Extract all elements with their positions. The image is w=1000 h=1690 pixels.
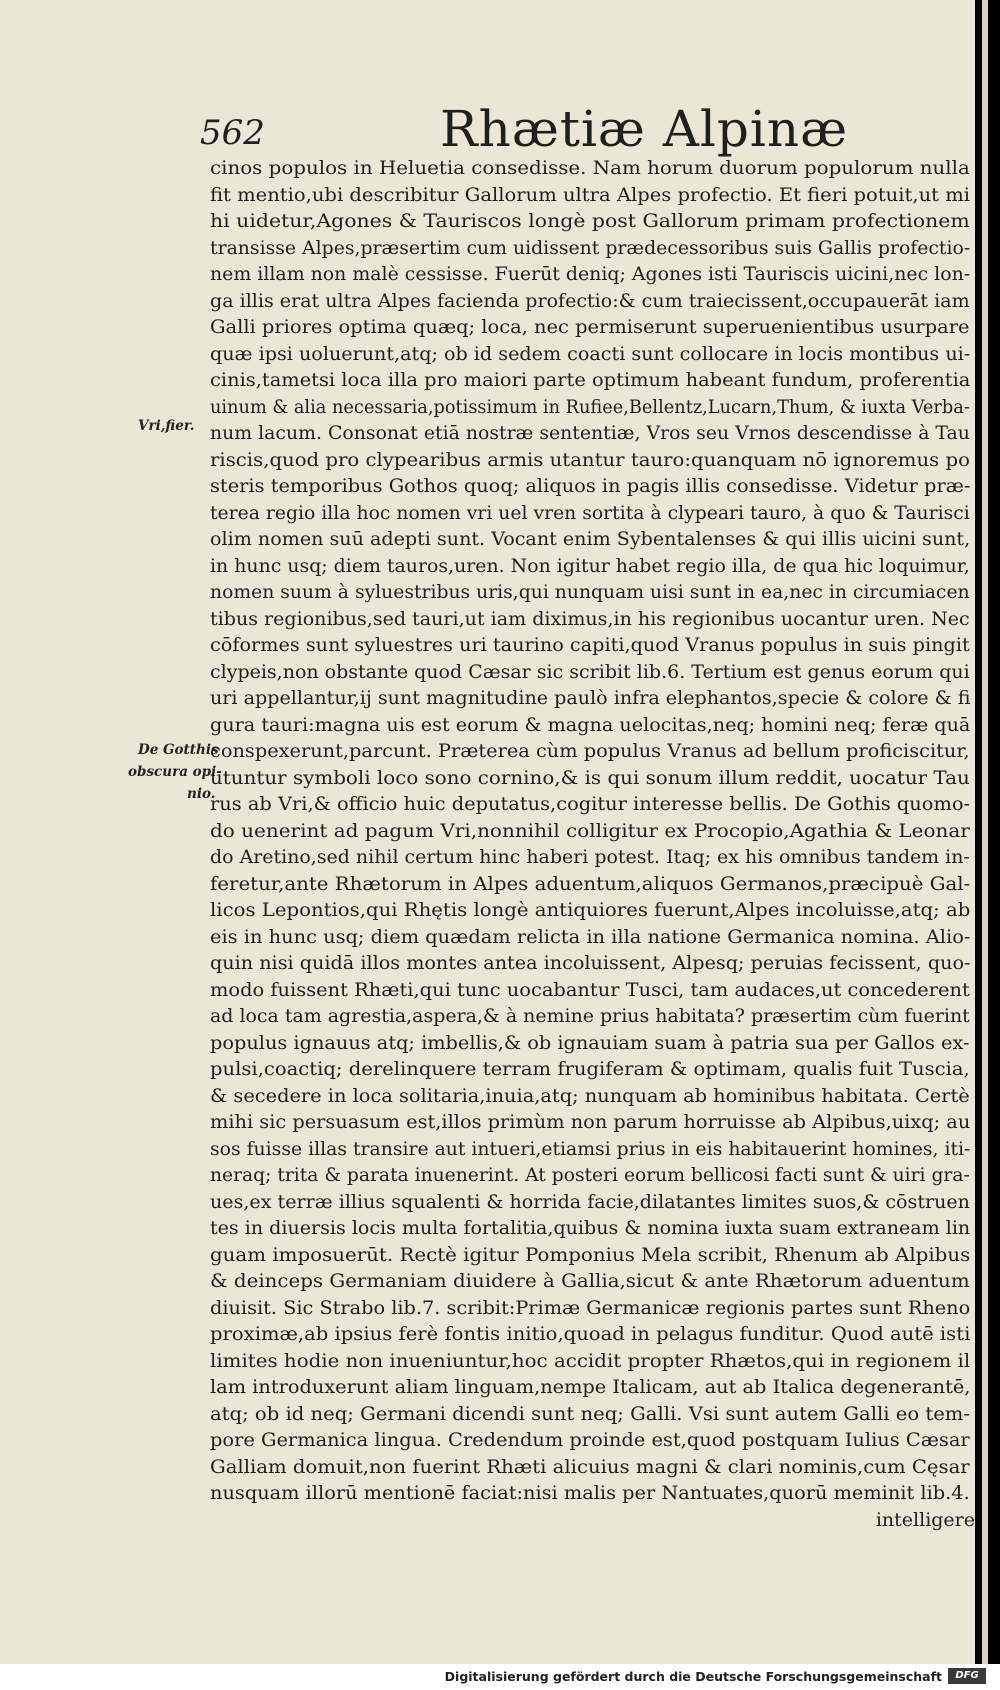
text-line: terea regio illa hoc nomen vri uel vren sortita à clypeari tauro, à quo & Taurisci <box>210 501 970 524</box>
text-line: conspexerunt,parcunt. Præterea cùm populus Vranus ad bellum proficiscitur, <box>210 740 970 762</box>
marginal-note-gotthis-3: nio. <box>187 786 216 802</box>
text-line: uinum & alia necessaria,potissimum in Rufiee,Bellentz,Lucarn,Thum, & iuxta Verba- <box>210 395 970 418</box>
text-line: quæ ipsi uoluerunt,atq; ob id sedem coacti sunt collocare in locis montibus ui- <box>210 342 971 365</box>
text-line: Galliam domuit,non fuerint Rhæti alicuius magni & clari nominis,cum Cęsar <box>210 1455 970 1478</box>
text-line: rus ab Vri,& officio huic deputatus,cogitur interesse bellis. De Gothis quomo- <box>210 793 971 815</box>
text-line: lam introduxerunt aliam linguam,nempe Italicam, aut ab Italica degenerantē, <box>210 1376 971 1398</box>
text-line: uri appellantur,ij sunt magnitudine paulò infra elephantos,specie & colore & fi <box>210 687 971 709</box>
text-line: & secedere in loca solitaria,inuia,atq; nunquam ab hominibus habitata. Certè <box>210 1084 970 1107</box>
text-line: nomen suum à syluestribus uris,qui nunquam uisi sunt in ea,nec in circumiacen <box>210 581 970 603</box>
text-line: diuisit. Sic Strabo lib.7. scribit:Primæ Germanicæ regionis partes sunt Rheno <box>210 1296 971 1319</box>
text-line: neraq; trita & parata inuenerint. At posteri eorum bellicosi facti sunt & uiri gra- <box>210 1164 970 1186</box>
text-line: mihi sic persuasum est,illos primùm non parum horruisse ab Alpibus,uixq; au <box>210 1111 971 1133</box>
text-line: in hunc usq; diem tauros,uren. Non igitur habet regio illa, de qua hic loquimur, <box>210 554 970 577</box>
text-line: ad loca tam agrestia,aspera,& à nemine prius habitata? præsertim cùm fuerint <box>210 1005 970 1027</box>
text-line: nusquam illorū mentionē faciat:nisi malis per Nantuates,quorū meminit lib.4. <box>210 1482 970 1504</box>
dfg-logo: DFG <box>948 1668 986 1684</box>
text-line: hi uidetur,Agones & Tauriscos longè post Gallorum primam profectionem <box>210 210 970 232</box>
funding-credit: Digitalisierung gefördert durch die Deutsche Forschungsgemeinschaft <box>444 1669 942 1684</box>
text-line: eis in hunc usq; diem quædam relicta in illa natione Germanica nomina. Alio- <box>210 925 971 948</box>
text-line: limites hodie non inueniuntur,hoc accidit propter Rhætos,qui in regionem il <box>210 1349 971 1372</box>
footer-bar <box>0 1664 1000 1690</box>
text-line: & deinceps Germaniam diuidere à Gallia,sicut & ante Rhætorum aduentum <box>210 1270 970 1292</box>
marginal-note-gotthis-1: De Gotthis <box>138 742 219 758</box>
text-line: atq; ob id neq; Germani dicendi sunt neq; Galli. Vsi sunt autem Galli eo tem- <box>210 1402 971 1425</box>
text-line: licos Lepontios,qui Rhętis longè antiquiores fuerunt,Alpes incoluisse,atq; ab <box>210 899 971 921</box>
text-line: clypeis,non obstante quod Cæsar sic scribit lib.6. Tertium est genus eorum qui <box>210 660 970 683</box>
running-head: Rhætiæ Alpinæ <box>440 100 849 158</box>
text-line: tes in diuersis locis multa fortalitia,quibus & nomina iuxta suam extraneam lin <box>210 1217 971 1239</box>
text-line: ues,ex terræ illius squalenti & horrida facie,dilatantes limites suos,& cōstruen <box>210 1190 970 1213</box>
text-line: do uenerint ad pagum Vri,nonnihil colligitur ex Procopio,Agathia & Leonar <box>210 819 970 842</box>
text-line: Galli priores optima quæq; loca, nec permiserunt superuenientibus usurpare <box>210 316 970 338</box>
text-line: transisse Alpes,præsertim cum uidissent prædecessoribus suis Gallis profectio- <box>210 236 971 259</box>
page-number: 562 <box>200 113 265 153</box>
text-line: steris temporibus Gothos quoq; aliquos in pagis illis consedisse. Videtur præ- <box>210 475 971 497</box>
text-line: num lacum. Consonat etiā nostræ sententiæ, Vros seu Vrnos descendisse à Tau <box>210 422 970 444</box>
catchword: intelligere <box>875 1508 975 1531</box>
next-page-edge <box>982 0 988 1664</box>
text-line: guam imposuerūt. Rectè igitur Pomponius Mela scribit, Rhenum ab Alpibus <box>210 1243 971 1266</box>
text-line: fit mentio,ubi describitur Gallorum ultra Alpes profectio. Et fieri potuit,ut mi <box>210 183 970 206</box>
text-line: feretur,ante Rhætorum in Alpes aduentum,aliquos Germanos,præcipuè Gal- <box>210 872 971 895</box>
text-line: do Aretino,sed nihil certum hinc haberi potest. Itaq; ex his omnibus tandem in- <box>210 846 970 868</box>
text-line: sos fuisse illas transire aut intueri,etiamsi prius in eis habitauerint homines, iti- <box>210 1137 971 1160</box>
text-line: cinos populos in Heluetia consedisse. Nam horum duorum populorum nulla <box>210 157 970 179</box>
text-line: populus ignauus atq; imbellis,& ob ignauiam suam à patria sua per Gallos ex- <box>210 1031 970 1054</box>
body-text <box>210 155 975 1533</box>
text-line: gura tauri:magna uis est eorum & magna uelocitas,neq; homini neq; feræ quā <box>210 713 971 736</box>
text-line: olim nomen suū adepti sunt. Vocant enim Sybentalenses & qui illis uicini sunt, <box>210 528 971 550</box>
marginal-note-uri: Vri,fier. <box>138 418 195 434</box>
text-line: utuntur symboli loco sono cornino,& is qui sonum illum reddit, uocatur Tau <box>210 766 970 789</box>
text-line: proximæ,ab ipsius ferè fontis initio,quoad in pelagus funditur. Quod autē isti <box>210 1323 971 1345</box>
text-line: nem illam non malè cessisse. Fuerūt deniq; Agones isti Tauriscis uicini,nec lon- <box>210 263 971 285</box>
text-line: tibus regionibus,sed tauri,ut iam diximus,in his regionibus uocantur uren. Nec <box>210 607 970 630</box>
text-line: cinis,tametsi loca illa pro maiori parte optimum habeant fundum, proferentia <box>210 369 971 391</box>
text-line: cōformes sunt syluestres uri taurino capiti,quod Vranus populus in suis pingit <box>210 634 970 656</box>
marginal-note-gotthis-2: obscura opi- <box>128 764 222 780</box>
text-line: modo fuissent Rhæti,qui tunc uocabantur Tusci, tam audaces,ut concederent <box>210 978 970 1001</box>
text-line: quin nisi quidā illos montes antea incoluissent, Alpesq; peruias fecissent, quo- <box>210 952 971 974</box>
text-line: ga illis erat ultra Alpes facienda profectio:& cum traiecissent,occupauerāt iam <box>210 289 970 312</box>
text-line: pulsi,coactiq; derelinquere terram frugiferam & optimam, qualis fuit Tuscia, <box>210 1058 970 1080</box>
text-line: pore Germanica lingua. Credendum proinde est,quod postquam Iulius Cæsar <box>210 1429 970 1451</box>
text-line: riscis,quod pro clypearibus armis utantur tauro:quanquam nō ignoremus po <box>210 448 970 471</box>
